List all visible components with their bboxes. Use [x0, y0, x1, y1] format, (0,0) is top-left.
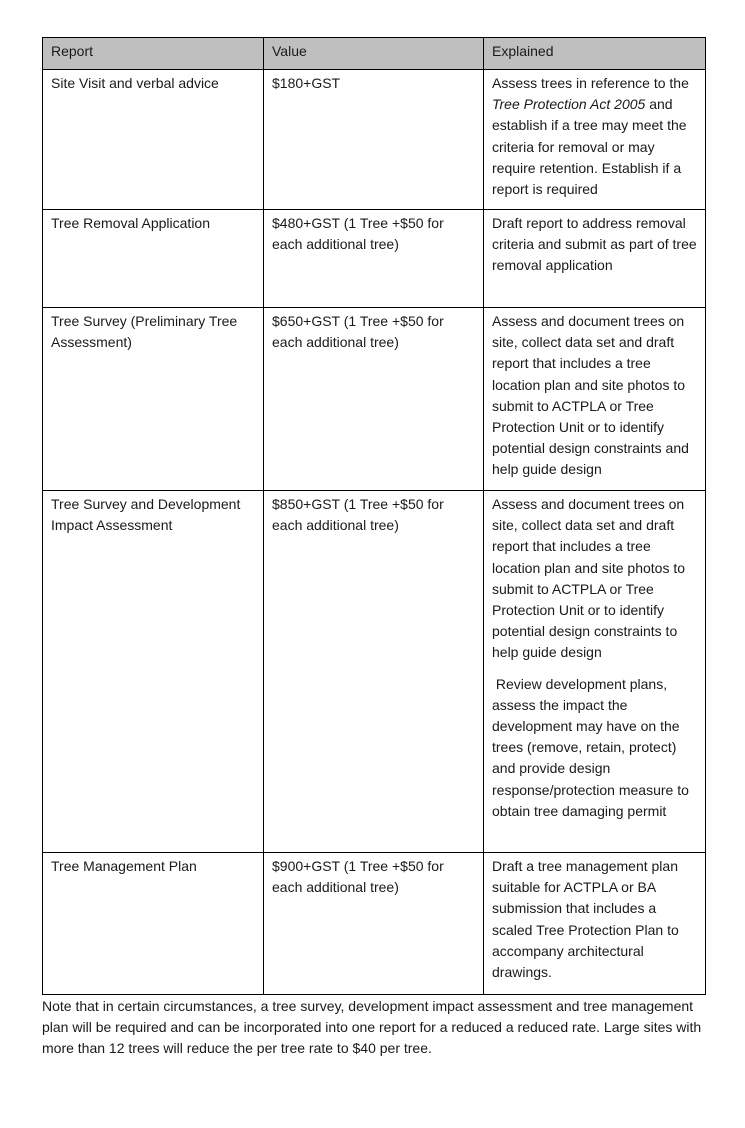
- value-cell: $650+GST (1 Tree +$50 for each additional tree): [264, 308, 484, 491]
- footnote: Note that in certain circumstances, a tree survey, development impact assessment and tree management plan will be required and can be incorporated into one report for a reduced a reduced rate. Large sites with more than 12 trees will reduce the per tree rate to $40 per tree.: [42, 998, 702, 1057]
- explained-paragraph: Review development plans, assess the impact the development may have on the trees (remove, retain, protect) and provide design response/protection measure to obtain tree damaging permit: [492, 675, 693, 819]
- header-value: Value: [264, 38, 484, 70]
- report-cell: Site Visit and verbal advice: [43, 70, 264, 210]
- explained-text: and establish if a tree may meet the criteria for removal or may require retention. Establish if a report is required: [492, 96, 687, 198]
- header-report: Report: [43, 38, 264, 70]
- report-cell: Tree Management Plan: [43, 853, 264, 995]
- value-cell: $850+GST (1 Tree +$50 for each additional tree): [264, 491, 484, 853]
- report-cell: Tree Survey and Development Impact Assessment: [43, 491, 264, 853]
- explained-cell: Draft a tree management plan suitable for ACTPLA or BA submission that includes a scaled Tree Protection Plan to accompany architectural drawings.: [484, 853, 706, 995]
- header-explained: Explained: [484, 38, 706, 70]
- act-name: Tree Protection Act 2005: [492, 96, 646, 113]
- explained-cell: [484, 70, 706, 210]
- table-header-row: [43, 38, 706, 70]
- table-row: [43, 491, 706, 853]
- explained-cell: Assess and document trees on site, collect data set and draft report that includes a tree location plan and site photos to submit to ACTPLA or Tree Protection Unit or to identify potential design constraints and help guide design: [484, 308, 706, 491]
- report-cell: Tree Removal Application: [43, 210, 264, 308]
- report-cell: Tree Survey (Preliminary Tree Assessment): [43, 308, 264, 491]
- value-cell: $900+GST (1 Tree +$50 for each additional tree): [264, 853, 484, 995]
- pricing-table: [42, 37, 706, 995]
- explained-text: Assess trees in reference to the: [492, 75, 689, 91]
- table-row: [43, 308, 706, 491]
- table-row: [43, 70, 706, 210]
- explained-cell: Draft report to address removal criteria and submit as part of tree removal application: [484, 210, 706, 308]
- table-row: [43, 210, 706, 308]
- value-cell: $480+GST (1 Tree +$50 for each additional tree): [264, 210, 484, 308]
- explained-paragraph: Assess and document trees on site, collect data set and draft report that includes a tree location plan and site photos to submit to ACTPLA or Tree Protection Unit or to identify potential design constraints to help guide design: [492, 496, 686, 661]
- value-cell: $180+GST: [264, 70, 484, 210]
- explained-cell: [484, 491, 706, 853]
- table-row: [43, 853, 706, 995]
